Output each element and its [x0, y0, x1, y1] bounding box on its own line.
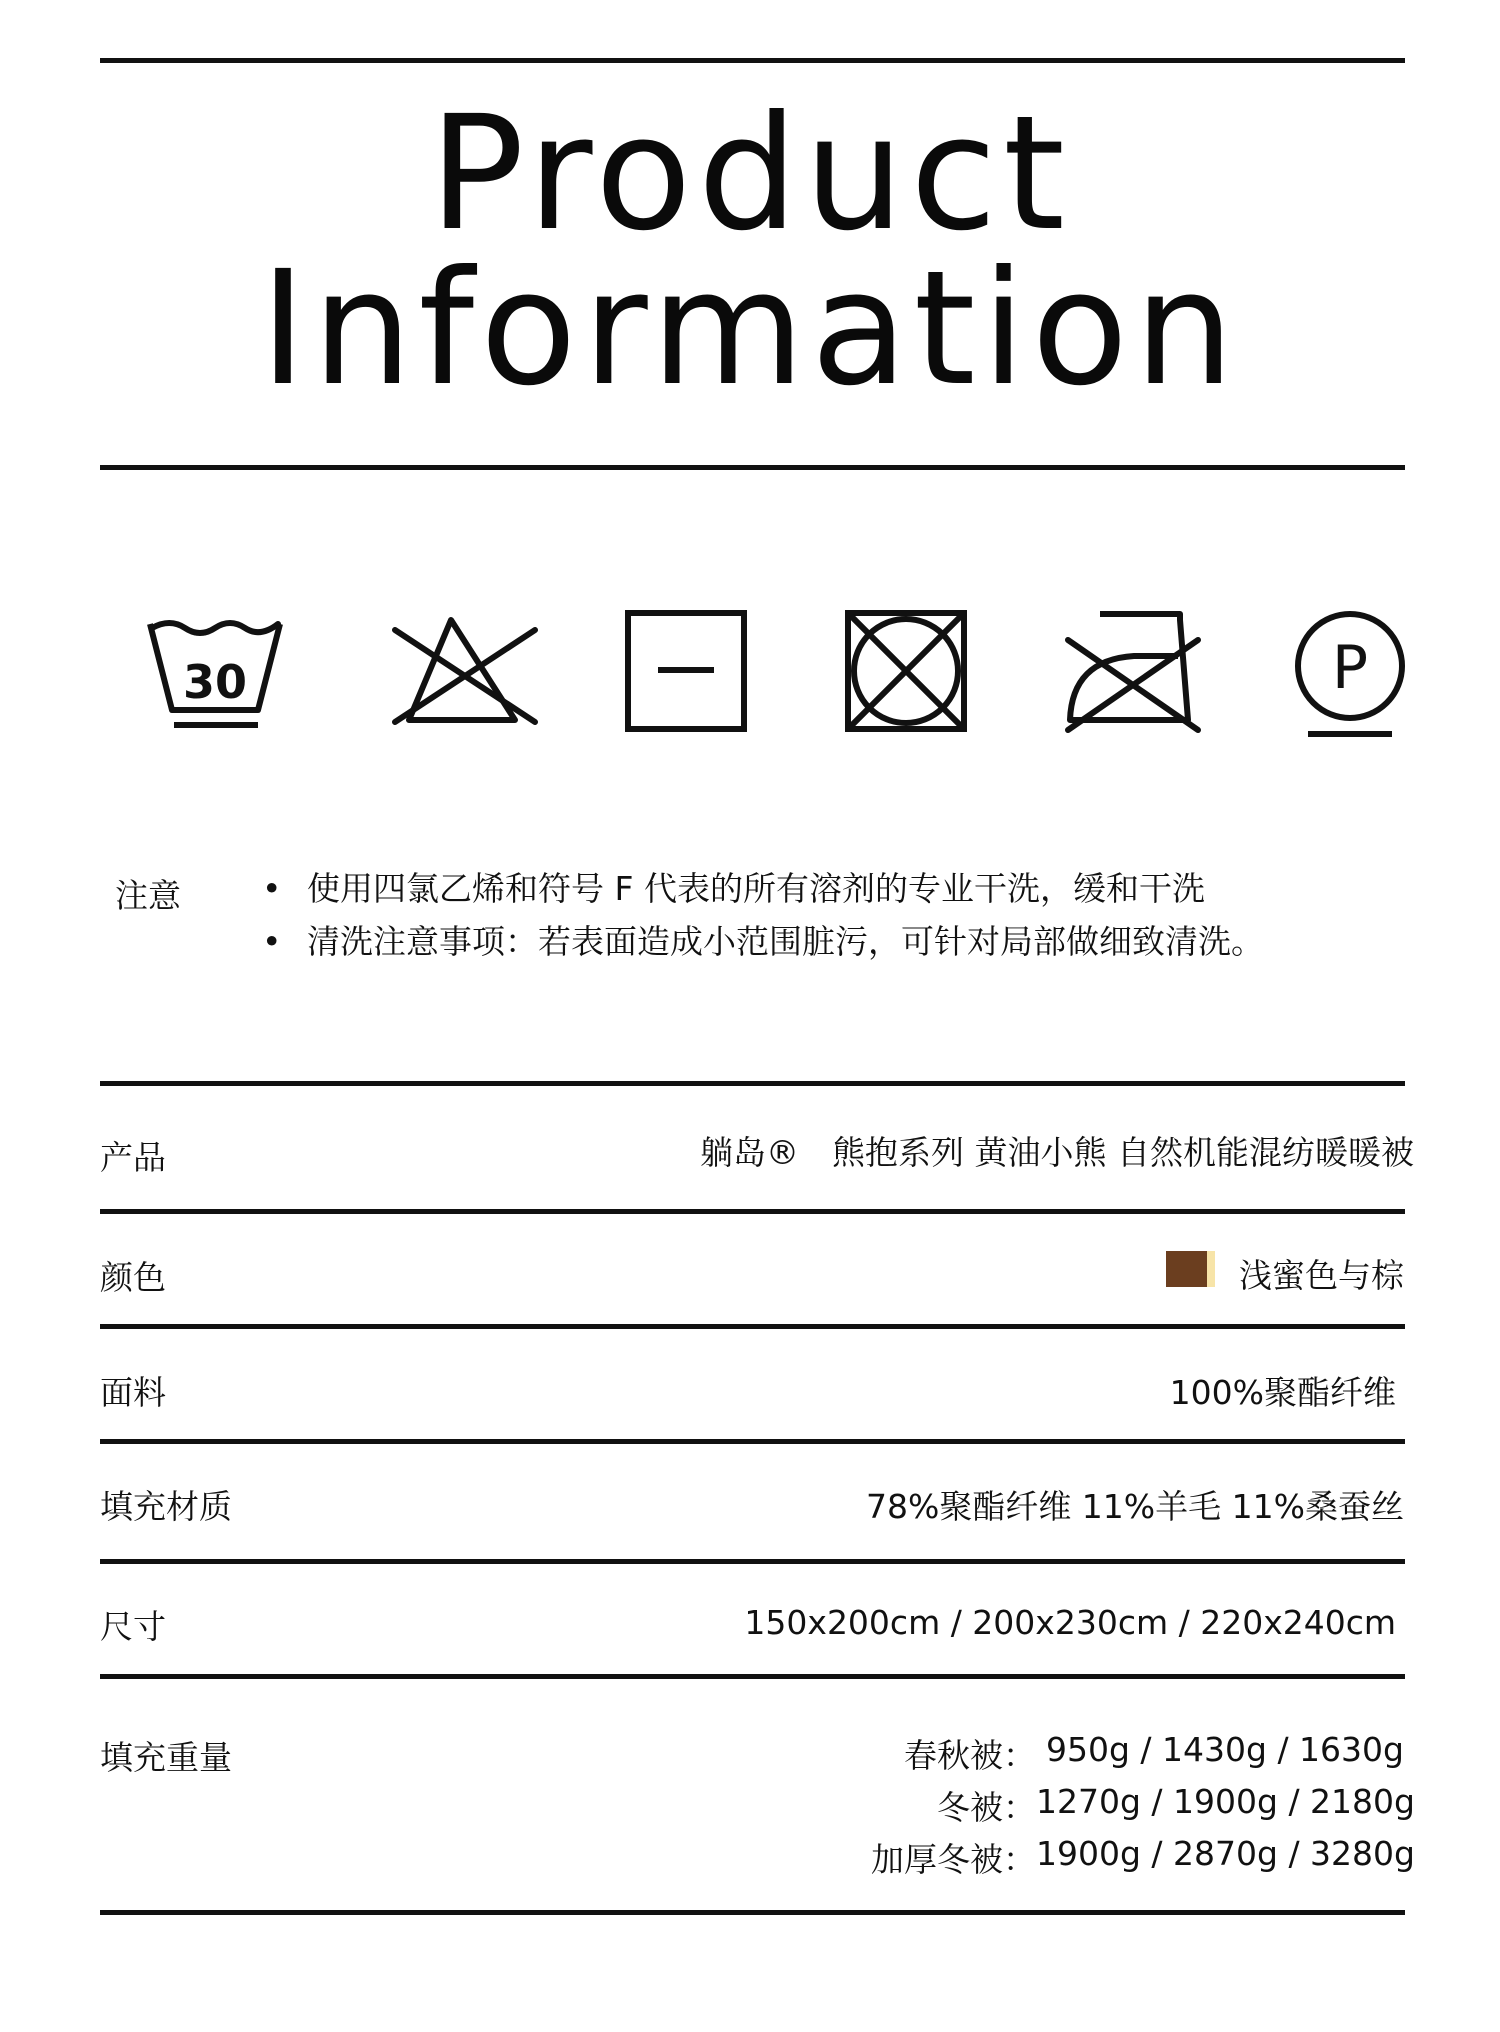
fabric-value: 100%聚酯纤维	[1169, 1373, 1396, 1412]
table-rule	[100, 1559, 1405, 1564]
no-iron-icon	[1060, 610, 1205, 735]
table-rule	[100, 1209, 1405, 1214]
fabric-label: 面料	[100, 1373, 166, 1412]
table-rule	[100, 1674, 1405, 1679]
svg-text:30: 30	[182, 655, 248, 709]
weight-key: 春秋被：	[904, 1736, 1036, 1775]
weight-key: 冬被：	[937, 1788, 1036, 1827]
note-item: • 清洗注意事项：若表面造成小范围脏污，可针对局部做细致清洗。	[262, 915, 1264, 968]
weight-line	[904, 1730, 1404, 1777]
dry-clean-p-icon	[1290, 610, 1415, 740]
weight-value: 1270g / 1900g / 2180g	[1036, 1782, 1415, 1821]
weight-line	[871, 1834, 1415, 1881]
notes-list	[262, 862, 1264, 968]
weight-label: 填充重量	[100, 1738, 232, 1777]
color-value: 浅蜜色与棕	[1239, 1256, 1404, 1295]
weight-line	[937, 1782, 1415, 1829]
table-rule	[100, 1910, 1405, 1915]
svg-text:P: P	[1331, 633, 1369, 703]
care-icons-row	[140, 610, 1420, 750]
color-swatch-accent	[1207, 1251, 1215, 1287]
product-label: 产品	[100, 1138, 166, 1177]
color-swatch	[1166, 1251, 1210, 1287]
table-rule	[100, 1439, 1405, 1444]
header-rule	[100, 465, 1405, 470]
table-rule	[100, 1324, 1405, 1329]
size-value: 150x200cm / 200x230cm / 220x240cm	[744, 1603, 1396, 1642]
weight-key: 加厚冬被：	[871, 1840, 1036, 1879]
filling-value: 78%聚酯纤维 11%羊毛 11%桑蚕丝	[865, 1487, 1404, 1526]
dry-flat-icon	[625, 610, 750, 735]
wash-30-icon	[140, 610, 290, 730]
no-tumble-dry-icon	[845, 610, 970, 735]
filling-label: 填充材质	[100, 1487, 232, 1526]
page-title-line1: Product	[429, 82, 1071, 266]
table-rule	[100, 1081, 1405, 1086]
no-bleach-icon	[385, 610, 545, 730]
weight-value: 950g / 1430g / 1630g	[1046, 1730, 1404, 1769]
notes-label: 注意	[115, 876, 181, 915]
top-rule	[100, 58, 1405, 63]
page-title-line2: Information	[259, 237, 1241, 421]
color-label: 颜色	[100, 1258, 166, 1297]
size-label: 尺寸	[100, 1607, 166, 1646]
note-item: • 使用四氯乙烯和符号 F 代表的所有溶剂的专业干洗，缓和干洗	[262, 862, 1264, 915]
weight-value: 1900g / 2870g / 3280g	[1036, 1834, 1415, 1873]
product-value: 躺岛® 熊抱系列 黄油小熊 自然机能混纺暖暖被	[700, 1133, 1414, 1172]
